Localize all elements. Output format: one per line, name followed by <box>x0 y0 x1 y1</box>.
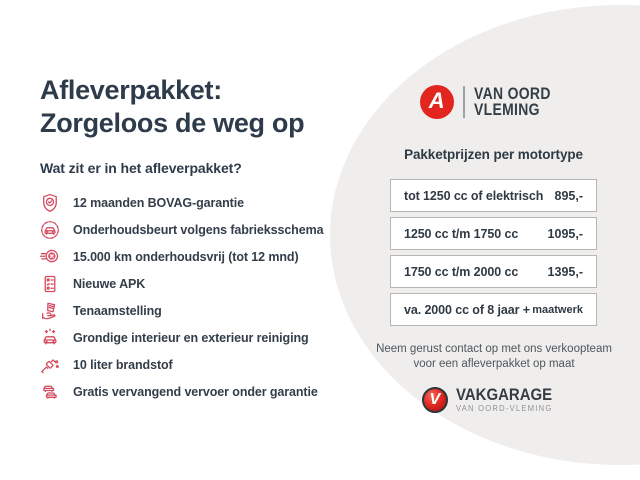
vakgarage-subname: VAN OORD-VLEMING <box>455 403 553 413</box>
feature-row <box>38 381 323 403</box>
feature-row <box>38 246 323 268</box>
checklist-icon <box>38 273 62 295</box>
feature-row <box>38 354 323 376</box>
car-clean-icon <box>38 327 62 349</box>
price-row-value: maatwerk <box>532 303 583 316</box>
contact-note-line1: Neem gerust contact op met ons verkoopteam <box>376 343 612 355</box>
vakgarage-v-icon: V <box>422 387 448 413</box>
vakgarage-logo <box>390 386 597 414</box>
vakgarage-name: VAKGARAGE <box>455 384 553 404</box>
page-title <box>40 74 340 140</box>
tire-speed-icon <box>38 246 62 268</box>
price-row <box>390 255 597 288</box>
page-title-line1: Afleverpakket: <box>40 75 222 105</box>
dealer-logo <box>390 84 597 120</box>
price-row-label: va. 2000 cc of 8 jaar + <box>404 302 530 317</box>
vakgarage-logo-text <box>455 384 565 413</box>
hand-document-icon <box>38 300 62 322</box>
contact-note <box>368 342 620 372</box>
page-subtitle: Wat zit er in het afleverpakket? <box>40 160 242 176</box>
dealer-name-line1: VAN OORD <box>473 84 551 103</box>
feature-row <box>38 327 323 349</box>
page-title-line2: Zorgeloos de weg op <box>40 108 305 138</box>
price-row-label: tot 1250 cc of elektrisch <box>404 188 544 203</box>
dealer-logo-text <box>474 86 568 118</box>
price-row-value: 895,- <box>554 188 583 203</box>
feature-label: Onderhoudsbeurt volgens fabrieksschema <box>73 223 324 237</box>
feature-label: Gratis vervangend vervoer onder garantie <box>73 385 318 399</box>
feature-row <box>38 192 323 214</box>
feature-row <box>38 219 323 241</box>
feature-label: 15.000 km onderhoudsvrij (tot 12 mnd) <box>73 250 299 264</box>
contact-note-line2: voor een afleverpakket op maat <box>413 358 575 370</box>
feature-label: Nieuwe APK <box>73 277 146 291</box>
price-row <box>390 179 597 212</box>
price-row <box>390 293 597 326</box>
feature-row <box>38 300 323 322</box>
price-row-label: 1750 cc t/m 2000 cc <box>404 264 519 279</box>
price-row <box>390 217 597 250</box>
dealer-name-line2: VLEMING <box>473 100 540 119</box>
feature-label: 10 liter brandstof <box>73 358 173 372</box>
fuel-icon <box>38 354 62 376</box>
price-panel-title: Pakketprijzen per motortype <box>404 147 583 162</box>
features-list <box>38 192 323 403</box>
feature-label: Grondige interieur en exterieur reiniging <box>73 331 309 345</box>
car-service-icon <box>38 219 62 241</box>
logo-divider <box>463 86 465 118</box>
feature-row <box>38 273 323 295</box>
feature-label: Tenaamstelling <box>73 304 162 318</box>
price-row-value: 1395,- <box>547 264 583 279</box>
dealer-logo-a-icon: A <box>420 85 454 119</box>
feature-label: 12 maanden BOVAG-garantie <box>73 196 244 210</box>
shield-check-icon <box>38 192 62 214</box>
two-cars-icon <box>38 381 62 403</box>
price-table <box>390 179 597 326</box>
price-row-label: 1250 cc t/m 1750 cc <box>404 226 519 241</box>
price-row-value: 1095,- <box>547 226 583 241</box>
